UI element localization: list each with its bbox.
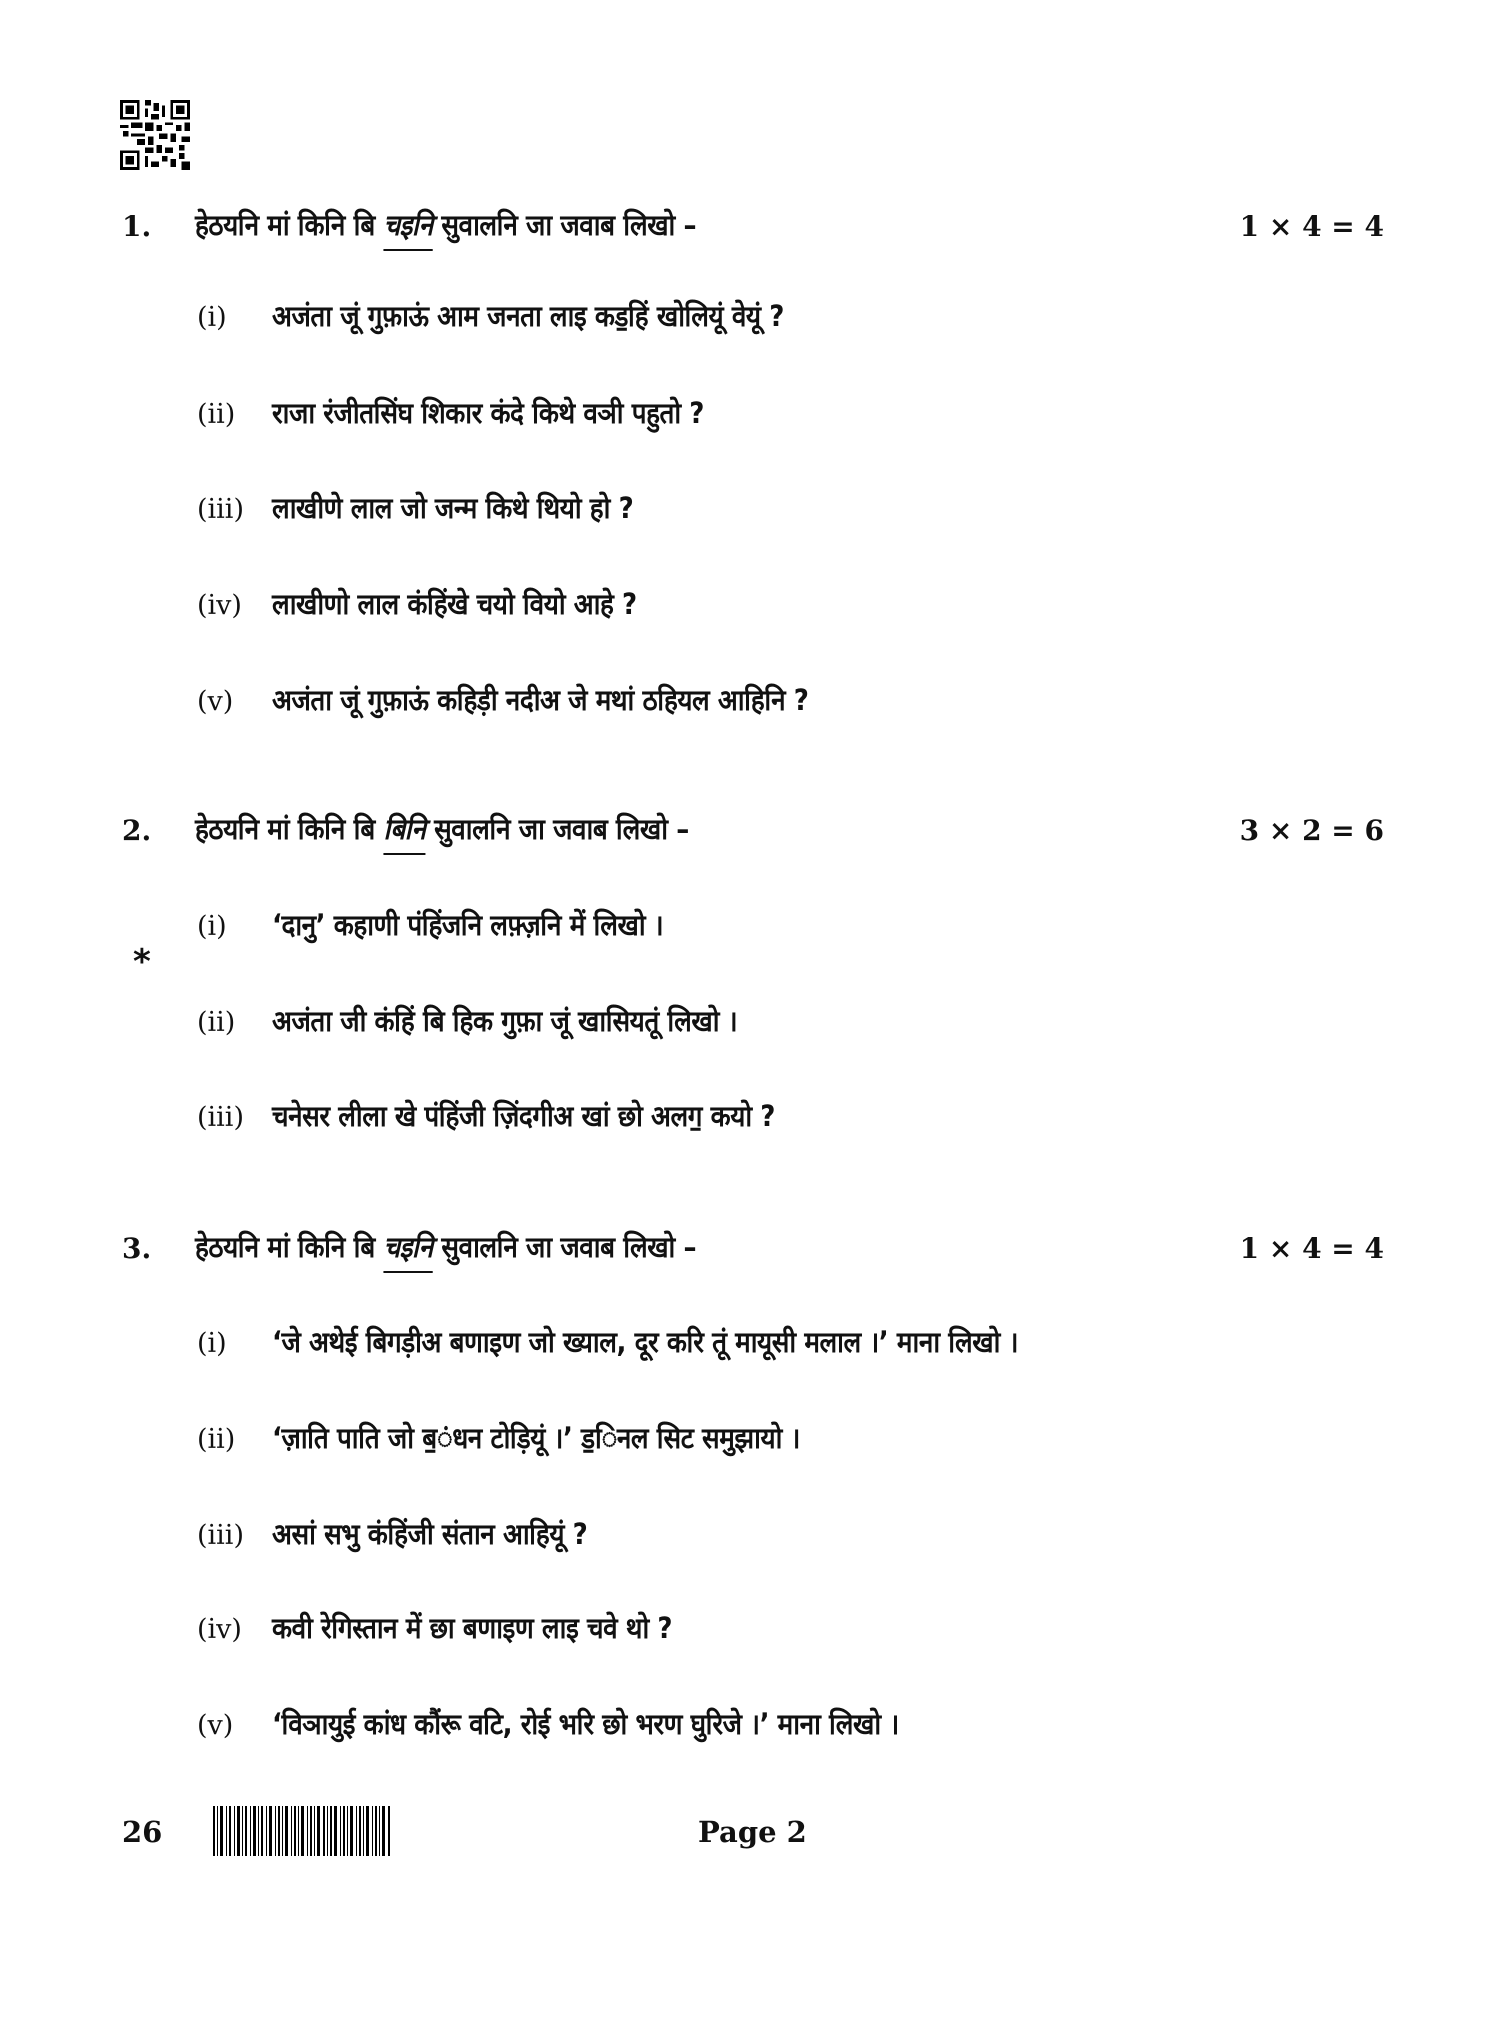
question-number: 1. [122, 210, 152, 243]
sub-question-label: (ii) [197, 1424, 236, 1455]
instruction-prefix: हेठयनि मां किनि बि [195, 208, 384, 242]
sub-question-label: (iv) [197, 1614, 242, 1645]
barcode-icon [213, 1806, 391, 1856]
question-number: 2. [122, 814, 152, 847]
instruction-suffix: सुवालनि जा जवाब लिखो – [432, 1230, 697, 1264]
margin-asterisk-mark: * [133, 942, 151, 982]
sub-question-label: (i) [197, 1328, 227, 1359]
page-number: Page 2 [698, 1815, 807, 1849]
instruction-suffix: सुवालनि जा जवाब लिखो – [425, 812, 689, 846]
sub-question-label: (ii) [197, 1007, 236, 1038]
sub-question-text: कवी रेगिस्तान में छा बणाइण लाइ चवे थो ? [272, 1611, 673, 1645]
sub-question-label: (iv) [197, 590, 242, 621]
instruction-emphasis: बिनि [383, 812, 426, 846]
question-marks: 1 × 4 = 4 [1239, 1232, 1384, 1265]
sub-question-label: (iii) [197, 1102, 244, 1133]
question-marks: 3 × 2 = 6 [1239, 814, 1384, 847]
sub-question-label: (iii) [197, 494, 244, 525]
sub-question-text: ‘ज़ाति पाति जो ब॒ंधन टोड़ियूं ।’ ड॒िनल सिट समुझायो । [272, 1421, 800, 1455]
instruction-emphasis: चइनि [383, 1230, 433, 1264]
instruction-emphasis: चइनि [383, 208, 433, 242]
instruction-suffix: सुवालनि जा जवाब लिखो – [432, 208, 697, 242]
sub-question-label: (i) [197, 911, 227, 942]
sub-question-text: ‘विञायुई कांध कौंरू वटि, रोई भरि छो भरण घुरिजे ।’ माना लिखो । [272, 1707, 899, 1741]
qr-code-icon [120, 100, 190, 170]
sub-question-text: अजंता जी कंहिं बि हिक गुफ़ा जूं खासियतूं लिखो । [272, 1004, 738, 1038]
paper-code: 26 [122, 1815, 163, 1849]
question-marks: 1 × 4 = 4 [1239, 210, 1384, 243]
sub-question-label: (v) [197, 1710, 234, 1741]
sub-question-label: (v) [197, 686, 234, 717]
question-instruction [195, 208, 697, 242]
sub-question-text: असां सभु कंहिंजी संतान आहियूं ? [272, 1517, 588, 1551]
instruction-prefix: हेठयनि मां किनि बि [195, 1230, 384, 1264]
instruction-prefix: हेठयनि मां किनि बि [195, 812, 384, 846]
question-instruction [195, 812, 689, 846]
sub-question-text: ‘जे अथेई बिगड़ीअ बणाइण जो ख्याल, दूर करि तूं मायूसी मलाल ।’ माना लिखो । [272, 1325, 1019, 1359]
sub-question-text: चनेसर लीला खे पंहिंजी ज़िंदगीअ खां छो अलग॒ कयो ? [272, 1099, 776, 1133]
question-number: 3. [122, 1232, 152, 1265]
sub-question-text: लाखीणो लाल कंहिंखे चयो वियो आहे ? [272, 587, 637, 621]
sub-question-text: ‘दानु’ कहाणी पंहिंजनि लफ़्ज़नि में लिखो । [272, 908, 664, 942]
sub-question-label: (ii) [197, 399, 236, 430]
question-instruction [195, 1230, 697, 1264]
sub-question-text: अजंता जूं गुफ़ाऊं आम जनता लाइ कड॒हिं खोलियूं वेयूं ? [272, 299, 784, 333]
sub-question-text: लाखीणे लाल जो जन्म किथे थियो हो ? [272, 491, 634, 525]
sub-question-text: अजंता जूं गुफ़ाऊं कहिड़ी नदीअ जे मथां ठहियल आहिनि ? [272, 683, 809, 717]
sub-question-label: (iii) [197, 1520, 244, 1551]
sub-question-text: राजा रंजीतसिंघ शिकार कंदे किथे वञी पहुतो ? [272, 396, 704, 430]
sub-question-label: (i) [197, 302, 227, 333]
